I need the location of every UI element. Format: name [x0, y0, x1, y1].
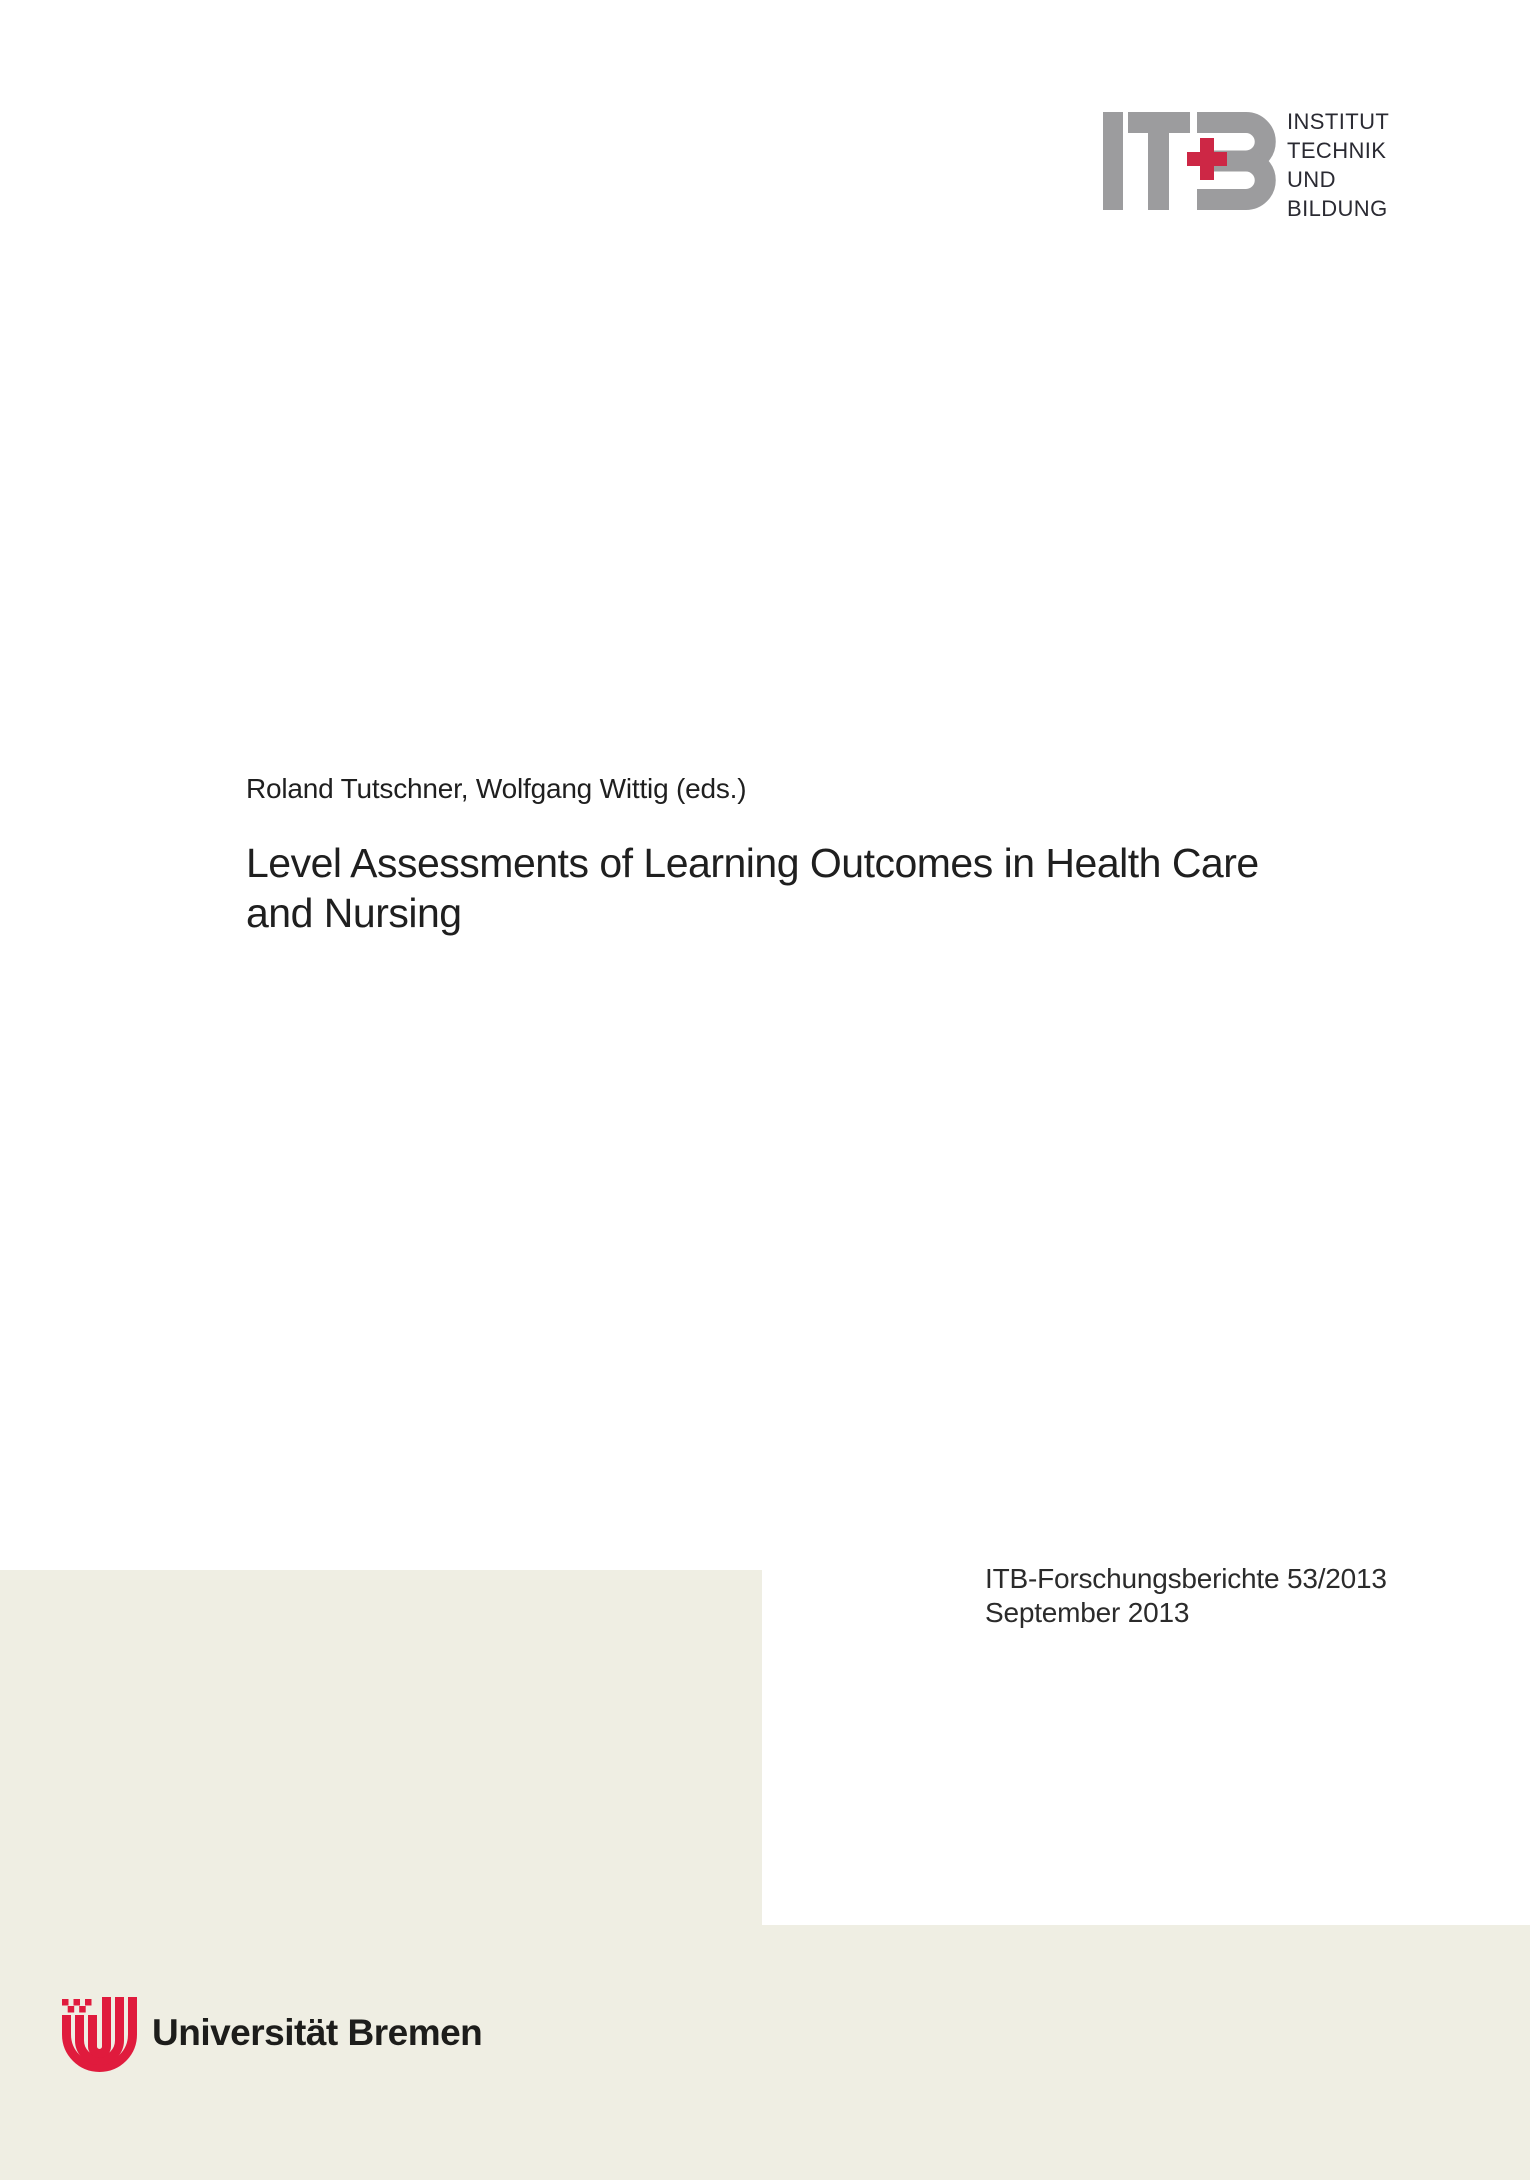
itb-logo-icon: [1103, 110, 1277, 212]
series-date: September 2013: [985, 1597, 1190, 1628]
itb-name-line: INSTITUT: [1287, 109, 1390, 134]
itb-name-line: TECHNIK: [1287, 138, 1387, 163]
itb-name-line: UND: [1287, 167, 1336, 192]
editors-line: Roland Tutschner, Wolfgang Wittig (eds.): [246, 773, 747, 804]
report-title-line2: and Nursing: [246, 890, 462, 936]
itb-institute-name: [1287, 107, 1389, 223]
itb-name-line: BILDUNG: [1287, 196, 1388, 221]
uni-bremen-logo-icon: [62, 1997, 137, 2076]
series-number: ITB-Forschungsberichte 53/2013: [985, 1563, 1387, 1594]
report-title-line1: Level Assessments of Learning Outcomes in Health Care: [246, 840, 1259, 886]
series-info: [985, 1562, 1387, 1630]
report-title: [246, 838, 1259, 938]
uni-bremen-name: Universität Bremen: [152, 2012, 483, 2053]
